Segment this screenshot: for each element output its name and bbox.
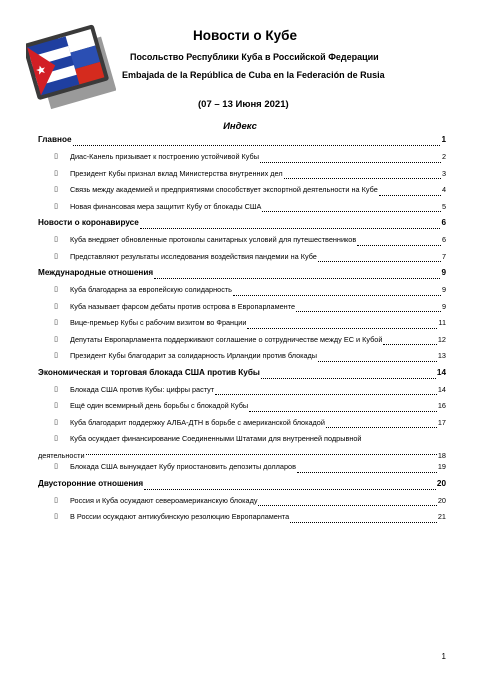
toc-item[interactable]: ▯ Депутаты Европарламента поддерживают соглашение о сотрудничестве между ЕС и Кубой 12 [38,335,446,352]
toc-item[interactable]: ▯ В России осуждают антикубинскую резолюцию Европарламента 21 [38,512,446,529]
toc-item[interactable]: ▯ Вице-премьер Кубы с рабочим визитом во Франции 11 [38,318,446,335]
bullet-icon: ▯ [54,435,58,442]
toc-item[interactable]: ▯ Куба благодарит поддержку АЛБА-ДТН в борьбе с американской блокадой 17 [38,418,446,435]
toc-item[interactable]: ▯ Связь между академией и предприятиями способствует экспортной деятельности на Кубе 4 [38,185,446,202]
index-heading: Индекс [223,121,257,132]
bullet-icon: ▯ [54,352,58,359]
bullet-icon: ▯ [54,402,58,409]
toc-item[interactable]: ▯ Президент Кубы благодарит за солидарность Ирландии против блокады 13 [38,351,446,368]
bullet-icon: ▯ [54,286,58,293]
toc-item[interactable]: ▯ Куба осуждает финансирование Соединенными Штатами для внутренней подрывной деятельности 18 [38,434,446,460]
toc-item[interactable]: ▯ Ещё один всемирный день борьбы с блокадой Кубы 16 [38,401,446,418]
toc-section-bilateral[interactable]: Двусторонние отношения 20 [38,478,446,488]
toc-item[interactable]: ▯ Диас-Канель призывает к построению устойчивой Кубы 2 [38,152,446,169]
bullet-icon: ▯ [54,418,58,426]
toc-section-blockade[interactable]: Экономическая и торговая блокада США против Кубы 14 [38,367,446,377]
bullet-icon: ▯ [54,513,58,520]
bullet-icon: ▯ [54,169,58,177]
toc-item[interactable]: ▯ Новая финансовая мера защитит Кубу от блокады США 5 [38,202,446,219]
toc-item[interactable]: ▯ Куба внедряет обновленные протоколы санитарных условий для путешественников 6 [38,235,446,252]
bullet-icon: ▯ [54,252,58,260]
toc-item[interactable]: ▯ Представляют результаты исследования воздействия пандемии на Кубе 7 [38,252,446,269]
bullet-icon: ▯ [54,202,58,210]
embassy-name-ru: Посольство Республики Куба в Российской Федерации [130,52,379,62]
toc-item[interactable]: ▯ Блокада США вынуждает Кубу приостановить депозиты долларов 19 [38,462,446,479]
embassy-name-es: Embajada de la República de Cuba en la Federación de Rusia [122,70,385,80]
bullet-icon: ▯ [54,335,58,343]
toc-item[interactable]: ▯ Куба благодарна за европейскую солидарность 9 [38,285,446,302]
table-of-contents [38,135,446,529]
toc-item[interactable]: ▯ Блокада США против Кубы: цифры растут 14 [38,385,446,402]
page-title: Новости о Кубе [193,28,297,43]
toc-section-international[interactable]: Международные отношения 9 [38,268,446,277]
bullet-icon: ▯ [54,496,58,504]
bullet-icon: ▯ [54,186,58,193]
bullet-icon: ▯ [54,236,58,243]
toc-item[interactable]: ▯ Президент Кубы признал вклад Министерства внутренних дел 3 [38,169,446,186]
bullet-icon: ▯ [54,302,58,310]
bullet-icon: ▯ [54,385,58,393]
toc-section-coronavirus[interactable]: Новости о коронавирусе 6 [38,218,446,227]
toc-section-main[interactable]: Главное 1 [38,135,446,144]
bullet-icon: ▯ [54,463,58,470]
toc-item[interactable]: ▯ Куба называет фарсом дебаты против острова в Европарламенте 9 [38,302,446,319]
bullet-icon: ▯ [54,153,58,160]
toc-item[interactable]: ▯ Россия и Куба осуждают североамериканскую блокаду 20 [38,496,446,513]
page-number: 1 [441,652,446,661]
date-range: (07 – 13 Июня 2021) [198,99,289,110]
bullet-icon: ▯ [54,319,58,326]
